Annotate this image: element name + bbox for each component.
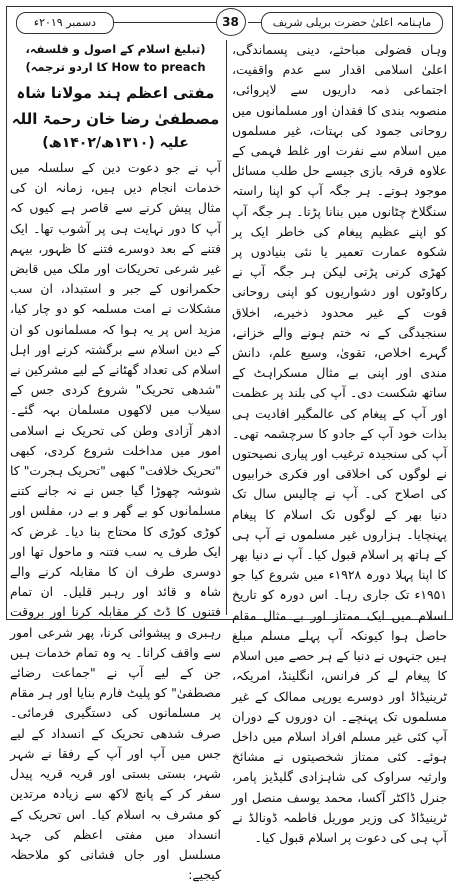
left-column bbox=[10, 40, 221, 883]
issue-date: دسمبر ۲۰۱۹ء bbox=[16, 12, 114, 34]
page-header bbox=[6, 6, 453, 34]
article-subtitle: (تبلیغ اسلام کے اصول و فلسفہ، How to preach کا اردو ترجمہ) bbox=[25, 42, 206, 74]
page-number: 38 bbox=[216, 8, 246, 36]
left-column-text: آپ نے جو دعوت دین کے سلسلہ میں خدمات انجام دیں ہیں، زمانہ ان کی مثال پیش کرنے سے قاصر ہے کیوں کہ آپ کا دور نہایت ہی پر آشوب تھا۔ ایک فتنے کے بعد دوسرے فتنے کا ظہور، بیہم غیر شرعی تحریکات اور ملک میں قابض حکمرانوں کے جبر و استبداد، ان سب مشکلات نے امت مسلمہ کو دو چار کیا، مزید اس پر یہ ہوا کہ مسلمانوں کو ان کے دین اسلام سے برگشتہ کرنے اور اہل اسلام کی تعداد گھٹانے کے لیے مشرکین نے "شدھی تحریک" شروع کردی جس کے سیلاب میں لاکھوں مسلمان بہہ گئے۔ ادھر آزادی وطن کی تحریک نے اسلامی امور میں مداخلت شروع کردی، کبھی "تحریک خلافت" کبھی "تحریک ہجرت" کا شوشہ چھوڑا گیا جس نے نہ جانے کتنے مسلمانوں کو بے گھر و بے در، مفلس اور کوڑی کوڑی کا محتاج بنا دیا۔ غرض کہ ایک طرف یہ سب فتنہ و ماحول تھا اور دوسری طرف ان کا مقابلہ کرنے والے شاہ و قائد اور رہبر قلیل۔ ان تمام فتنوں کا ڈٹ کر مقابلہ کرنا اور بروقت رہبری و پیشوائی کرنا، پھر شرعی امور سے واقف کرانا۔ یہ وہ تمام خدمات ہیں جن کے لیے آپ نے "جماعت رضائے مصطفیٰ" کو پلیٹ فارم بنایا اور ہر مقام پر مسلمانوں کی دستگیری فرمائی۔ صرف شدھی تحریک کے انسداد کے لیے جس میں آپ اور آپ کے رفقا نے شہر شہر، بستی بستی اور قریہ قریہ پیدل سفر کر کے پانچ لاکھ سے زیادہ مرتدین کو مشرف بہ اسلام کیا۔ اس تحریک کے انسداد میں مفتی اعظم کی جہد مسلسل اور جاں فشانی کو ملاحظہ کیجیے: bbox=[10, 160, 221, 883]
article-title-dates: علیہ (۱۳۱۰ھ/۱۴۰۲ھ) bbox=[42, 135, 189, 151]
right-column-text: وہاں فضولی مباحثے، دینی پسماندگی، اعلیٰ اسلامی اقدار سے عدم واقفیت، اجتماعی ذمہ داریوں سے لاپروائی، منصوبہ بندی کا فقدان اور مسلمانوں میں روحانی جمود کی بہتات، غیر مسلموں میں اسلام سے نفرت اور غلط فہمی کے علاوہ فرقہ بازی جیسے حل طلب مسائل موجود ہوتے۔ ہر جگہ آپ کو اپنا راستہ سنگلاخ چٹانوں میں بنانا پڑتا۔ ہر جگہ آپ کو اپنے عظیم پیغام کی خاطر ایک پر شکوہ عمارت تعمیر یا نئی بنیادوں پر کھڑی کرنی پڑتی لیکن ہر جگہ آپ نے رکاوٹوں اور دشواریوں کو اپنی روحانی قوت کے غیر محدود ذخیرے، اخلاق سنجیدگی کے نہ ختم ہونے والے خزانے، گہرے اخلاص، تقویٰ، وسیع علم، دانش مندی اور اپنی بے مثال مسکراہٹ کے ساتھ شکست دی۔ آپ کی بلند پر عظمت اور آپ کے پیغام کی عالمگیر افادیت ہی بذات خود آپ کے جادو کا سرچشمہ تھی۔ آپ کی سنجیدہ ترغیب اور پیاری نصیحتوں نے لوگوں کی اخلاقی اور فکری خرابیوں کی اصلاح کی۔ آپ نے چالیس سال تک دنیا بھر کے لوگوں تک اسلام کا پیغام پہنچایا۔ ہزاروں غیر مسلموں نے آپ ہی کے ہاتھ پر اسلام قبول کیا۔ آپ نے دنیا بھر کا اپنا پہلا دورہ ۱۹۲۸ء میں شروع کیا جو ۱۹۵۱ء تک جاری رہا۔ اس دورہ کو تاریخ اسلام میں ایک ممتاز اور بے مثال مقام حاصل ہوا کیونکہ آپ پہلے مسلم مبلغ ہیں جنہوں نے دنیا کے ہر حصے میں اسلام کا پیغام لے کر فرانس، انگلینڈ، امریکہ، ٹرینیڈاڈ اور دوسرے یورپی ممالک کے غیر مسلموں تک پہنچے۔ ان دوروں کے دوران آپ کئی غیر مسلم افراد اسلام میں داخل ہوئے۔ کئی ممتاز شخصیتوں نے مشائخ وارثیہ سراوک کی شاہزادی گلیڈیز پامر، جنرل ڈاکٹر آکسا، محمد یوسف منصل اور ٹرینیڈاڈ کی وزیر موریل فاطمہ ڈونالڈ نے آپ ہی کی دعوت پر اسلام قبول کیا۔ bbox=[232, 42, 447, 845]
header-rule-left bbox=[114, 22, 227, 23]
magazine-title: ماہنامہ اعلیٰ حضرت بریلی شریف bbox=[261, 12, 443, 34]
right-column bbox=[232, 40, 447, 845]
column-divider bbox=[226, 40, 227, 615]
article-title: مفتی اعظم ہند مولانا شاہ مصطفیٰ رضا خان رحمۃ اللہ bbox=[11, 84, 220, 128]
